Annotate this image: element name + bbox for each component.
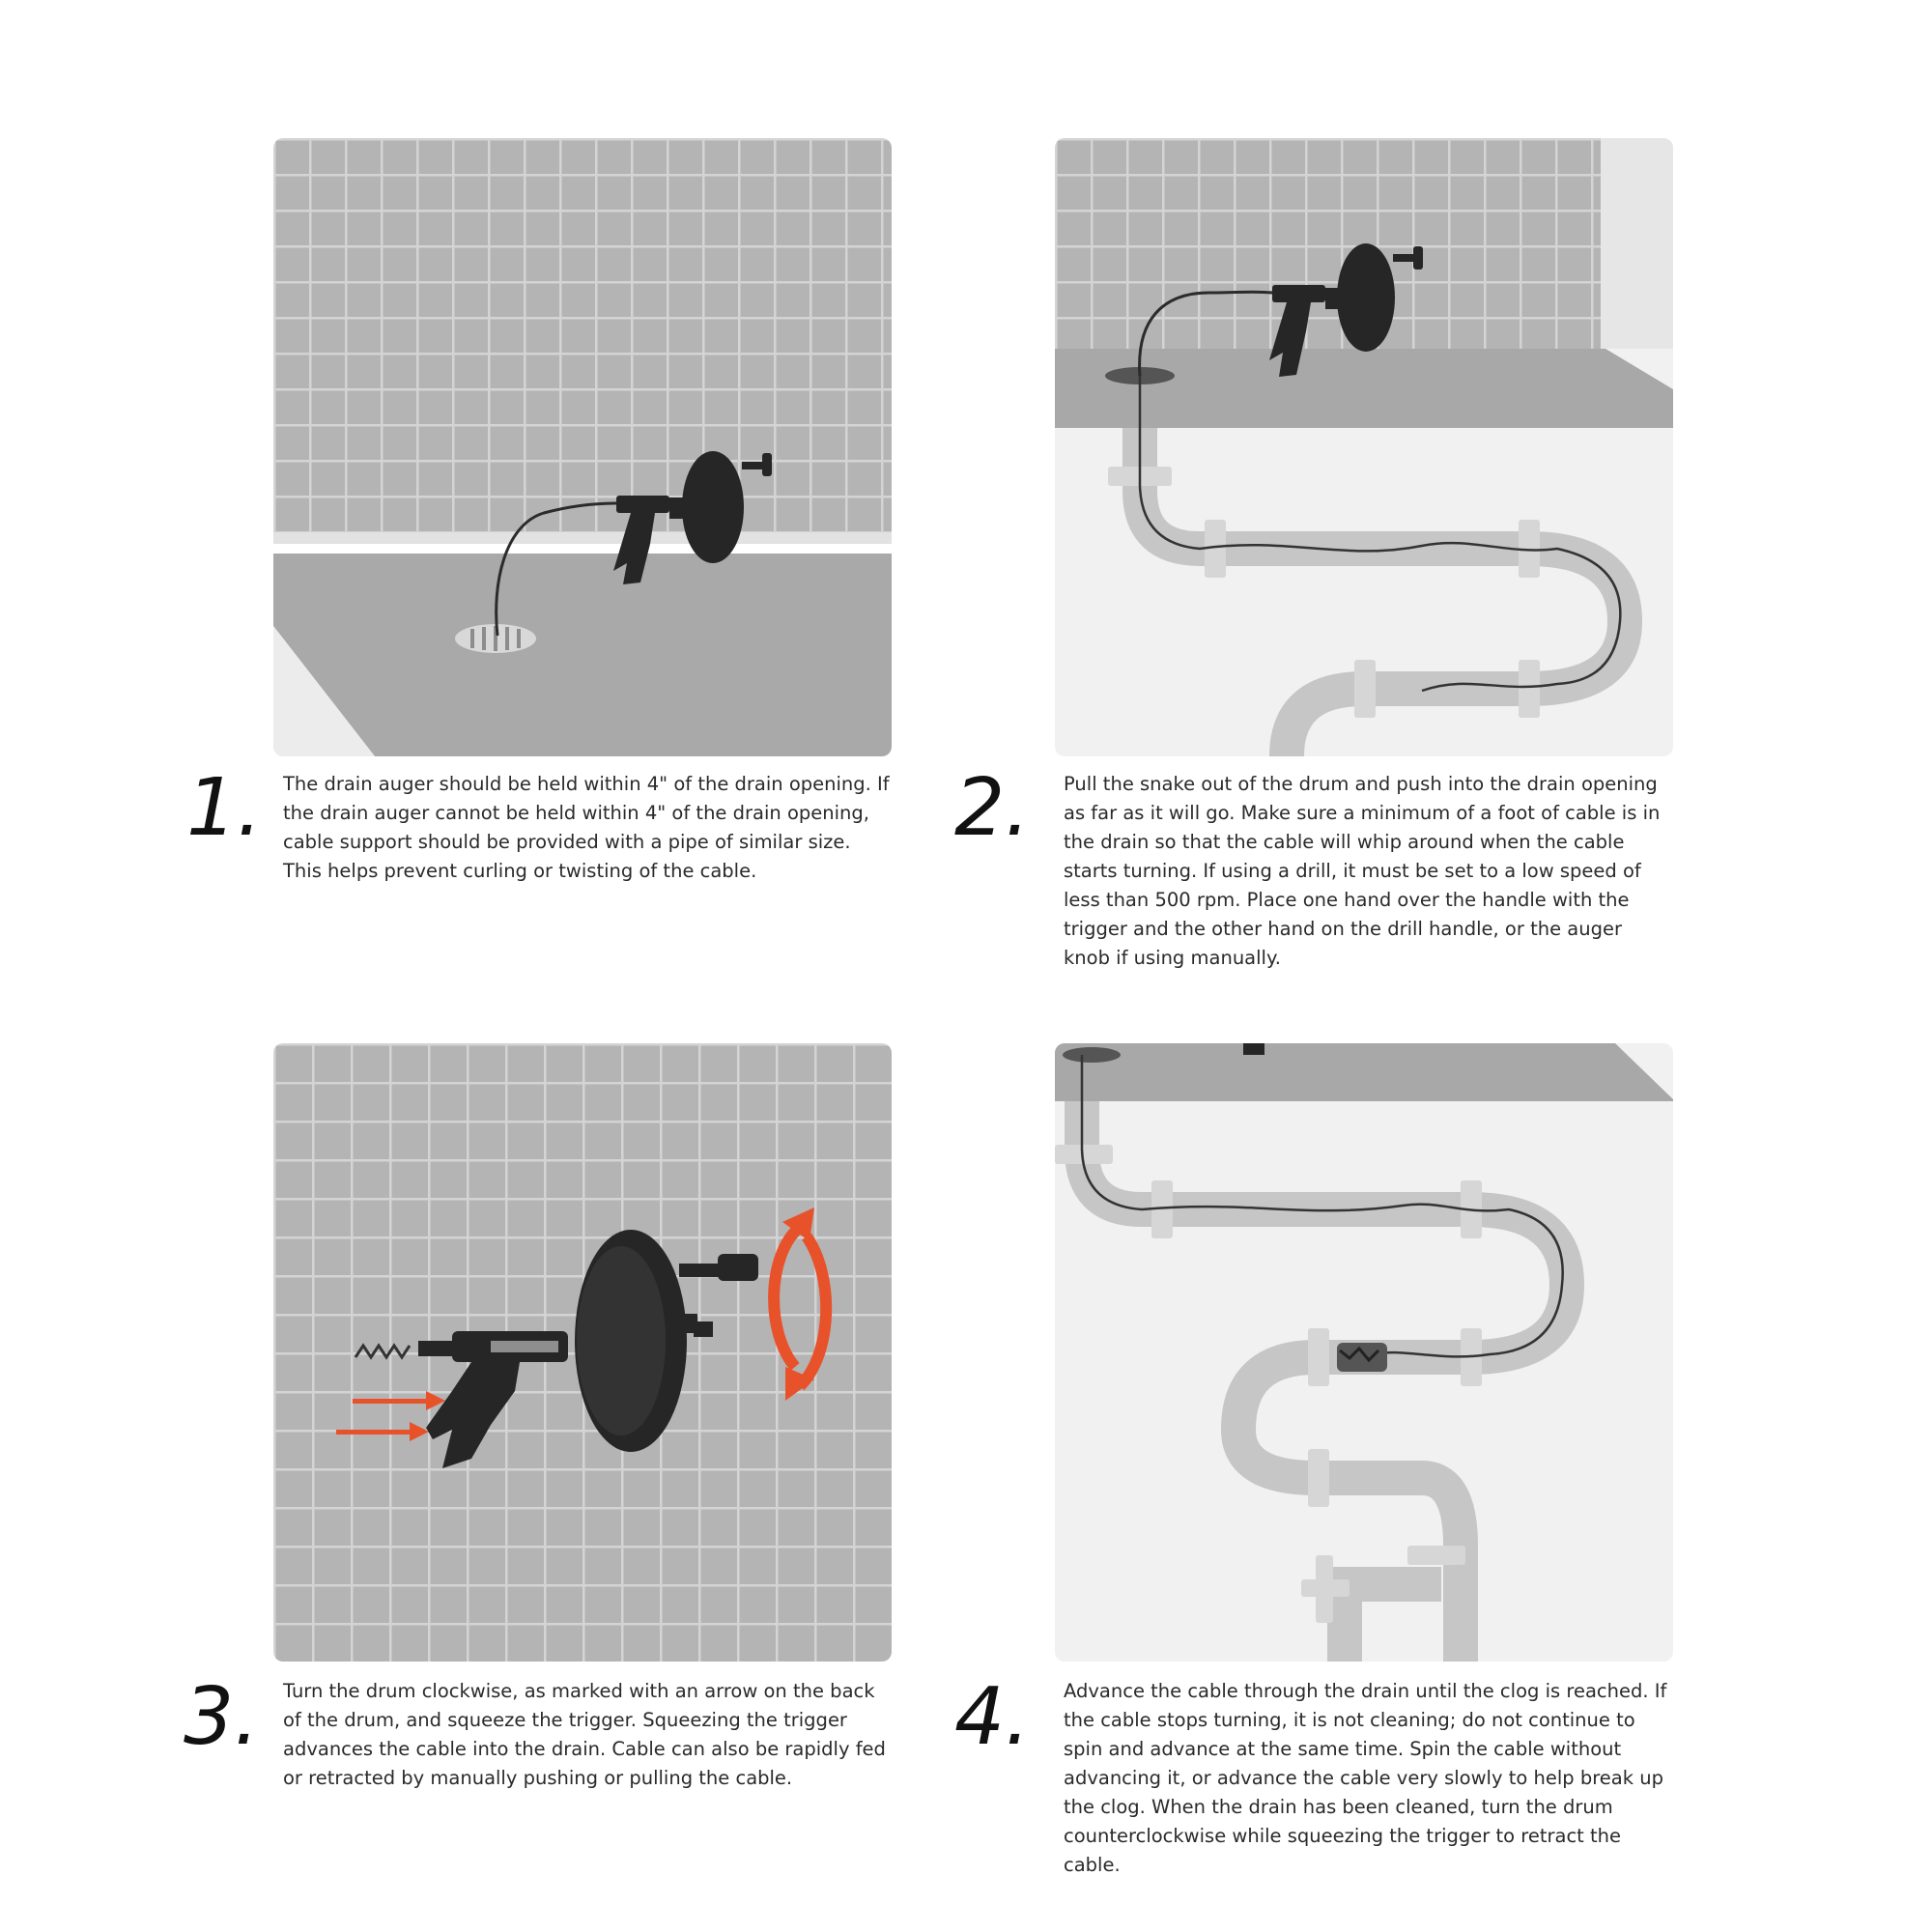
tiled-wall [1055,138,1601,349]
countertop [1055,1043,1673,1101]
step-3-number: 3. [184,1671,260,1763]
step-1-number: 1. [186,762,263,854]
step-3-illustration [273,1043,892,1662]
countertop [1055,349,1673,428]
step-4-number: 4. [954,1671,1031,1763]
step-4-illustration [1055,1043,1673,1662]
clog-icon [1337,1343,1387,1372]
step-2-illustration [1055,138,1673,756]
tiled-wall [273,138,892,544]
step-1-text: The drain auger should be held within 4" of the drain opening. If the drain auger cannot be held within 4" of the drain opening, cable support should be provided with a pipe of similar size. This helps prevent curling or twisting of the cable. [283,773,890,882]
step-2-text: Pull the snake out of the drum and push into the drain opening as far as it will go. Make sure a minimum of a foot of cable is in the drain so that the cable will whip around when the cable starts turning. If using a drill, it must be set to a low speed of less than 500 rpm. Place one hand over the handle with the trigger and the other hand on the drill handle, or the auger knob if using manually. [1064,773,1661,969]
floor [273,554,892,756]
step-4-text: Advance the cable through the drain until the clog is reached. If the cable stops turning, it is not cleaning; do not continue to spin and advance at the same time. Spin the cable without advancing it, or advance the cable very slowly to help break up the clog. When the drain has been cleaned, turn the drum counterclockwise while squeezing the trigger to retract the cable. [1064,1680,1667,1876]
step-2-number: 2. [954,762,1031,854]
step-3-text: Turn the drum clockwise, as marked with an arrow on the back of the drum, and squeeze the trigger. Squeezing the trigger advances the cable into the drain. Cable can also be rapidly fed or retracted by manually pushing or pulling the cable. [283,1680,886,1789]
step-1-illustration [273,138,892,756]
drain-opening-icon [1063,1047,1121,1063]
